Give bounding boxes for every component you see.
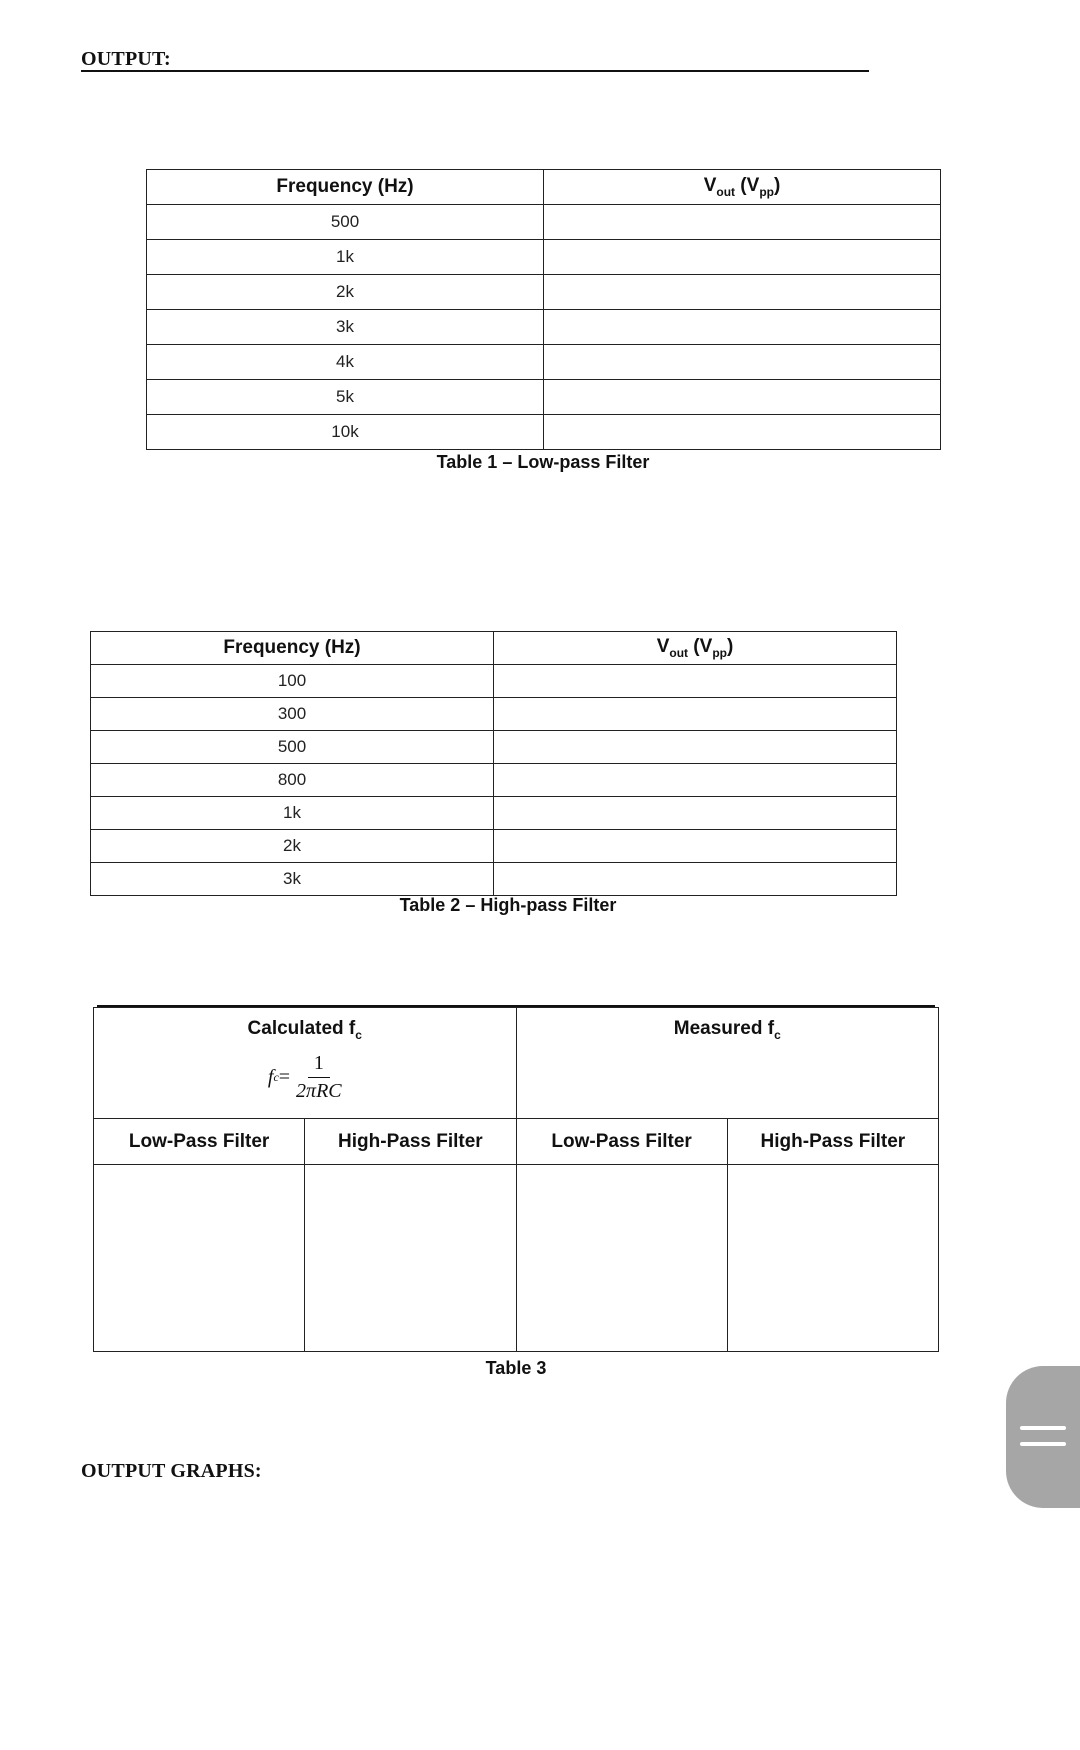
calc-low-pass-cell[interactable]: [94, 1165, 305, 1352]
frequency-header: Frequency (Hz): [147, 170, 544, 205]
calc-low-pass-header: Low-Pass Filter: [94, 1119, 305, 1165]
frequency-cell: 100: [91, 665, 494, 698]
frequency-cell: 10k: [147, 415, 544, 450]
frequency-cell: 1k: [147, 240, 544, 275]
vout-cell[interactable]: [494, 764, 897, 797]
frequency-cell: 3k: [91, 863, 494, 896]
vout-cell[interactable]: [544, 310, 941, 345]
frequency-cell: 2k: [147, 275, 544, 310]
frequency-cell: 5k: [147, 380, 544, 415]
meas-high-pass-header: High-Pass Filter: [727, 1119, 938, 1165]
meas-low-pass-header: Low-Pass Filter: [516, 1119, 727, 1165]
vout-cell[interactable]: [544, 205, 941, 240]
table-row: [91, 731, 897, 764]
table-row: [147, 205, 941, 240]
vout-header: $V_{out}$ $(V_{pp})$: [494, 632, 897, 665]
vout-cell[interactable]: [544, 415, 941, 450]
frequency-cell: 500: [91, 731, 494, 764]
table-row: [91, 665, 897, 698]
meas-low-pass-cell[interactable]: [516, 1165, 727, 1352]
table-row: [91, 830, 897, 863]
table1-caption: Table 1 – Low-pass Filter: [436, 452, 650, 472]
handle-grip-line: [1020, 1442, 1066, 1446]
vout-cell[interactable]: [494, 830, 897, 863]
table-row: [91, 764, 897, 797]
vout-cell[interactable]: [494, 698, 897, 731]
frequency-cell: 3k: [147, 310, 544, 345]
frequency-cell: 1k: [91, 797, 494, 830]
table-row: [147, 310, 941, 345]
table-row: [147, 380, 941, 415]
frequency-cell: 4k: [147, 345, 544, 380]
cutoff-formula: f c = $\frac{1}{\text{2πRC}}$: [267, 1051, 342, 1102]
table-row: [91, 698, 897, 731]
heading-underline: [81, 70, 869, 72]
vout-cell[interactable]: [544, 240, 941, 275]
table-row: [147, 275, 941, 310]
meas-high-pass-cell[interactable]: [727, 1165, 938, 1352]
cutoff-frequency-table: [93, 1007, 939, 1352]
vout-cell[interactable]: [494, 797, 897, 830]
frequency-header: Frequency (Hz): [91, 632, 494, 665]
scroll-handle[interactable]: [1006, 1366, 1080, 1508]
vout-cell[interactable]: [544, 275, 941, 310]
output-heading: OUTPUT:: [81, 48, 171, 70]
table-row: [91, 797, 897, 830]
frequency-cell: 2k: [91, 830, 494, 863]
vout-cell[interactable]: [544, 345, 941, 380]
vout-cell[interactable]: [494, 665, 897, 698]
vout-cell[interactable]: [544, 380, 941, 415]
table2-caption: Table 2 – High-pass Filter: [399, 895, 617, 915]
table-row: [147, 345, 941, 380]
high-pass-table: [90, 631, 897, 896]
output-graphs-heading: OUTPUT GRAPHS:: [81, 1460, 262, 1482]
vout-cell[interactable]: [494, 731, 897, 764]
handle-grip-line: [1020, 1426, 1066, 1430]
calc-high-pass-header: High-Pass Filter: [305, 1119, 516, 1165]
low-pass-table: [146, 169, 941, 450]
table3-caption: Table 3: [485, 1358, 547, 1378]
calculated-fc-header: Calculated $f_c$ f c = $\frac{1}{\text{2πRC}}$: [94, 1008, 517, 1119]
table-row: [147, 415, 941, 450]
table-row: [91, 863, 897, 896]
measured-fc-header: Measured $f_c$: [516, 1008, 939, 1119]
frequency-cell: 800: [91, 764, 494, 797]
frequency-cell: 300: [91, 698, 494, 731]
table-row: [147, 240, 941, 275]
calc-high-pass-cell[interactable]: [305, 1165, 516, 1352]
vout-header: $V_{out}$ $(V_{pp})$: [544, 170, 941, 205]
vout-cell[interactable]: [494, 863, 897, 896]
frequency-cell: 500: [147, 205, 544, 240]
